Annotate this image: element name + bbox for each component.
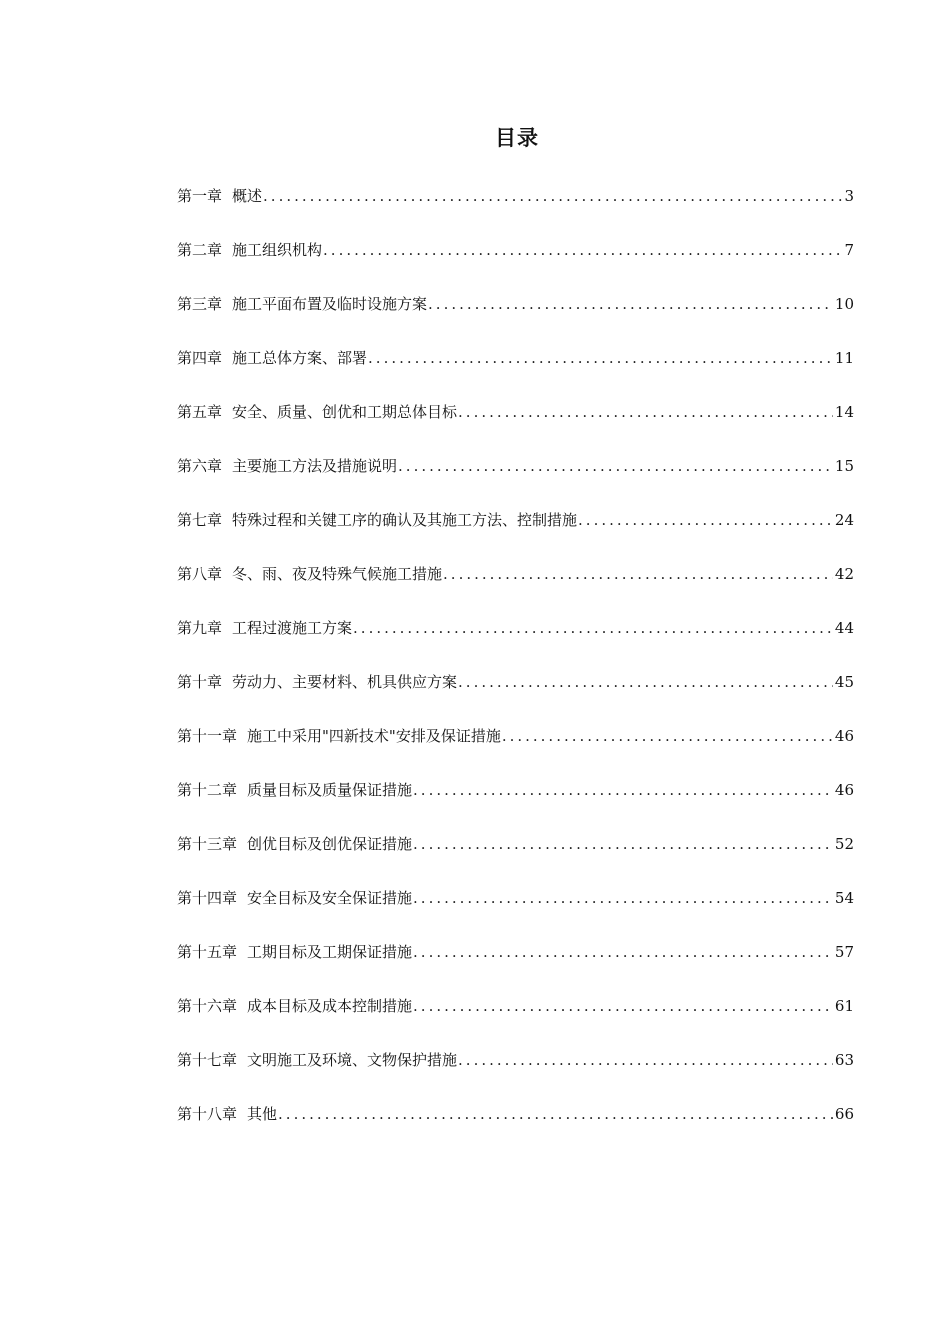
toc-page-number: 14	[834, 403, 854, 421]
toc-chapter-number: 第二章	[177, 241, 223, 259]
toc-page-number: 24	[834, 511, 854, 529]
toc-chapter-title: 概述	[232, 187, 263, 205]
toc-chapter-number: 第十八章	[177, 1105, 238, 1123]
toc-chapter-title: 主要施工方法及措施说明	[232, 457, 398, 475]
toc-entry[interactable]	[177, 453, 854, 507]
toc-page-number: 61	[834, 997, 854, 1015]
toc-dot-leader	[458, 399, 833, 425]
toc-entry[interactable]	[177, 723, 854, 777]
toc-chapter-title: 施工平面布置及临时设施方案	[232, 295, 428, 313]
toc-page-number: 46	[834, 727, 854, 745]
toc-dot-leader	[502, 723, 833, 749]
toc-entry[interactable]	[177, 183, 854, 237]
toc-entry[interactable]	[177, 1047, 854, 1101]
toc-chapter-number: 第八章	[177, 565, 223, 583]
toc-dot-leader	[413, 777, 833, 803]
toc-page-number: 45	[834, 673, 854, 691]
toc-page-number: 57	[834, 943, 854, 961]
toc-chapter-number: 第十章	[177, 673, 223, 691]
toc-entry[interactable]	[177, 291, 854, 345]
toc-chapter-title: 创优目标及创优保证措施	[247, 835, 413, 853]
toc-page-number: 3	[844, 187, 854, 205]
toc-dot-leader	[413, 939, 833, 965]
toc-dot-leader	[278, 1101, 833, 1127]
toc-entry[interactable]	[177, 615, 854, 669]
toc-chapter-number: 第一章	[177, 187, 223, 205]
toc-entry[interactable]	[177, 669, 854, 723]
toc-entry[interactable]	[177, 399, 854, 453]
toc-chapter-title: 工程过渡施工方案	[232, 619, 353, 637]
toc-dot-leader	[428, 291, 833, 317]
toc-dot-leader	[413, 885, 833, 911]
toc-dot-leader	[443, 561, 833, 587]
toc-chapter-title: 施工中采用"四新技术"安排及保证措施	[247, 727, 501, 745]
toc-chapter-number: 第七章	[177, 511, 223, 529]
toc-entry[interactable]	[177, 237, 854, 291]
toc-entry[interactable]	[177, 507, 854, 561]
toc-dot-leader	[458, 1047, 833, 1073]
toc-dot-leader	[323, 237, 842, 263]
toc-chapter-number: 第十二章	[177, 781, 238, 799]
toc-entry[interactable]	[177, 777, 854, 831]
toc-chapter-number: 第十三章	[177, 835, 238, 853]
toc-chapter-title: 安全目标及安全保证措施	[247, 889, 413, 907]
toc-page-number: 44	[834, 619, 854, 637]
toc-chapter-title: 工期目标及工期保证措施	[247, 943, 413, 961]
toc-chapter-number: 第五章	[177, 403, 223, 421]
toc-dot-leader	[368, 345, 833, 371]
toc-dot-leader	[398, 453, 833, 479]
toc-page-number: 7	[844, 241, 854, 259]
toc-page-number: 54	[834, 889, 854, 907]
toc-chapter-title: 文明施工及环境、文物保护措施	[247, 1051, 458, 1069]
toc-chapter-number: 第十一章	[177, 727, 238, 745]
toc-chapter-number: 第九章	[177, 619, 223, 637]
toc-page-number: 63	[834, 1051, 854, 1069]
toc-chapter-title: 其他	[247, 1105, 278, 1123]
toc-chapter-title: 施工组织机构	[232, 241, 323, 259]
toc-chapter-title: 特殊过程和关键工序的确认及其施工方法、控制措施	[232, 511, 578, 529]
toc-chapter-title: 成本目标及成本控制措施	[247, 997, 413, 1015]
toc-entry[interactable]	[177, 885, 854, 939]
toc-dot-leader	[413, 831, 833, 857]
toc-chapter-number: 第十六章	[177, 997, 238, 1015]
toc-dot-leader	[263, 183, 842, 209]
toc-entry[interactable]	[177, 1101, 854, 1155]
toc-chapter-number: 第十四章	[177, 889, 238, 907]
toc-page-number: 10	[834, 295, 854, 313]
toc-dot-leader	[353, 615, 833, 641]
toc-chapter-number: 第六章	[177, 457, 223, 475]
toc-list	[177, 183, 854, 1155]
toc-page-number: 66	[834, 1105, 854, 1123]
toc-entry[interactable]	[177, 993, 854, 1047]
toc-chapter-title: 冬、雨、夜及特殊气候施工措施	[232, 565, 443, 583]
toc-chapter-title: 安全、质量、创优和工期总体目标	[232, 403, 458, 421]
toc-page-number: 46	[834, 781, 854, 799]
toc-dot-leader	[413, 993, 833, 1019]
toc-chapter-title: 施工总体方案、部署	[232, 349, 368, 367]
page-title: 目录	[495, 126, 539, 150]
toc-chapter-title: 劳动力、主要材料、机具供应方案	[232, 673, 458, 691]
toc-page-number: 15	[834, 457, 854, 475]
toc-entry[interactable]	[177, 345, 854, 399]
toc-page-number: 11	[834, 349, 854, 367]
toc-chapter-number: 第十五章	[177, 943, 238, 961]
toc-dot-leader	[578, 507, 833, 533]
toc-entry[interactable]	[177, 831, 854, 885]
toc-chapter-number: 第十七章	[177, 1051, 238, 1069]
toc-chapter-number: 第四章	[177, 349, 223, 367]
toc-dot-leader	[458, 669, 833, 695]
toc-page-number: 52	[834, 835, 854, 853]
toc-chapter-number: 第三章	[177, 295, 223, 313]
toc-chapter-title: 质量目标及质量保证措施	[247, 781, 413, 799]
toc-entry[interactable]	[177, 561, 854, 615]
toc-page-number: 42	[834, 565, 854, 583]
toc-entry[interactable]	[177, 939, 854, 993]
